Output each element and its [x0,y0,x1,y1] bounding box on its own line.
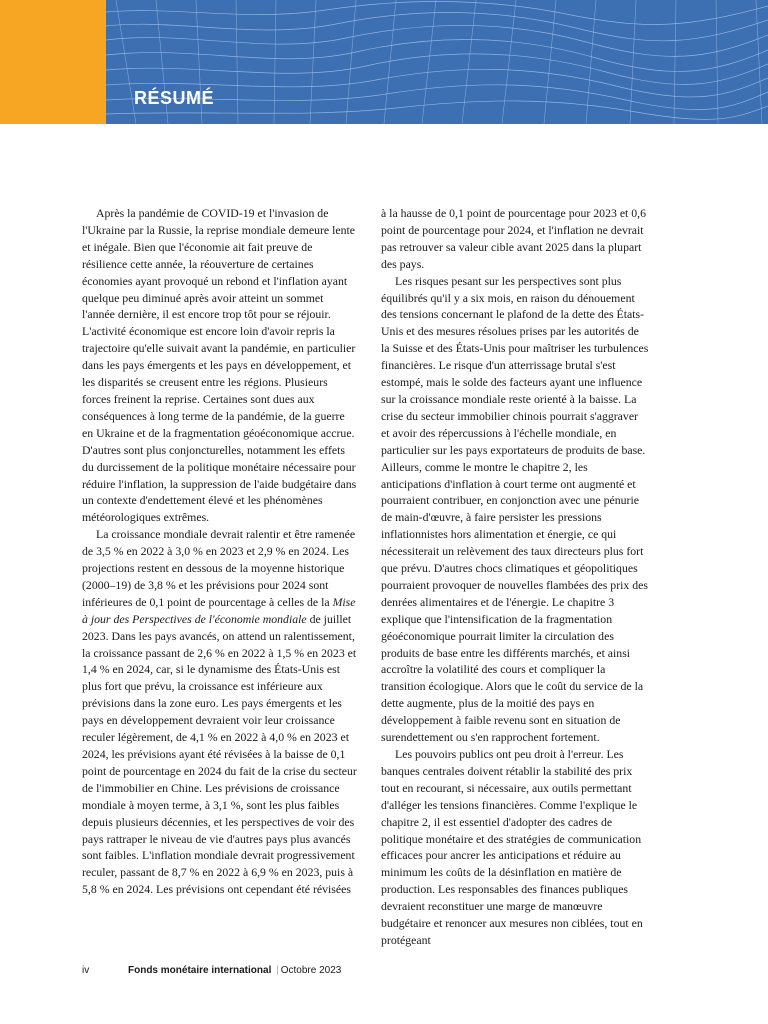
footer-organization: Fonds monétaire international [128,965,272,976]
footer-separator: | [276,965,279,976]
text-column-left [82,205,357,898]
section-title: RÉSUMÉ [134,88,215,108]
text-column-right [381,205,649,949]
orange-accent-block [0,0,106,124]
page-footer [82,965,341,976]
footer-date: Octobre 2023 [280,965,342,976]
publication-title: Mise à jour des Perspectives de l'économie mondiale [82,594,356,626]
paragraph-policy: Les pouvoirs publics ont peu droit à l'erreur. Les banques centrales doivent rétablir la stabilité des prix tout en recourant, si nécessaire, aux outils permettant d'alléger les tensions financières. Comme l'explique le chapitre 2, il est essentiel d'adopter des cadres de politique monétaire et des stratégies de communication efficaces pour ancrer les anticipations et réduire au minimum les coûts de la désinflation en matière de production. Les responsables des finances publiques devraient reconstituer une marge de manœuvre budgétaire et renoncer aux mesures non ciblées, tout en protégeant [381,747,643,947]
paragraph-growth-part-a: La croissance mondiale devrait ralentir et être ramenée de 3,5 % en 2022 à 3,0 % en 2023 et 2,9 % en 2024. Les projections restent en dessous de la moyenne historique (2000–19) de 3,8 % et les prévisions pour 2024 sont inférieures de 0,1 point de pourcentage à celles de la [82,527,356,609]
paragraph-intro: Après la pandémie de COVID-19 et l'invasion de l'Ukraine par la Russie, la reprise mondiale demeure lente et inégale. Bien que l'économie ait fait preuve de résilience cette année, la réouverture de certaines économies ayant provoqué un rebond et l'inflation ayant quelque peu diminué après avoir atteint un sommet l'année dernière, il est encore trop tôt pour se réjouir. L'activité économique est encore loin d'avoir repris la trajectoire qu'elle suivait avant la pandémie, en particulier dans les pays émergents et les pays en développement, et les disparités se creusent entre les régions. Plusieurs forces freinent la reprise. Certaines sont dues aux conséquences à long terme de la pandémie, de la guerre en Ukraine et de la fragmentation géoéconomique accrue. D'autres sont plus conjoncturelles, notamment les effets du durcissement de la politique monétaire nécessaire pour réduire l'inflation, la suppression de l'aide budgétaire dans un contexte d'endettement élevé et les phénomènes météorologiques extrêmes. [82,206,357,525]
paragraph-risks: Les risques pesant sur les perspectives sont plus équilibrés qu'il y a six mois, en raison du dénouement des tensions concernant le plafond de la dette des États-Unis et des mesures résolues prises par les autorités de la Suisse et des États-Unis pour maîtriser les turbulences financières. Le risque d'un atterrissage brutal s'est estompé, mais le solde des facteurs ayant une influence sur la croissance mondiale reste orienté à la baisse. La crise du secteur immobilier chinois pourrait s'aggraver et avoir des répercussions à l'échelle mondiale, en particulier sur les pays exportateurs de produits de base. Ailleurs, comme le montre le chapitre 2, les anticipations d'inflation à court terme ont augmenté et pourraient contribuer, en conjonction avec une pénurie de main-d'œuvre, à faire persister les pressions inflationnistes hors alimentation et énergie, ce qui nécessiterait un relèvement des taux directeurs plus fort que prévu. D'autres chocs climatiques et géopolitiques pourraient provoquer de nouvelles flambées des prix des denrées alimentaires et de l'énergie. Le chapitre 3 explique que l'intensification de la fragmentation géoéconomique pourrait limiter la circulation des produits de base entre les différents marchés, et ainsi accroître la volatilité des cours et compliquer la transition écologique. Alors que le coût du service de la dette augmente, plus de la moitié des pays en développement à faible revenu sont en situation de surendettement ou s'en rapprochent fortement. [381,273,649,745]
paragraph-growth-part-b: de juillet 2023. Dans les pays avancés, on attend un ralentissement, la croissance passant de 2,6 % en 2022 à 1,5 % en 2023 et 1,4 % en 2024, car, si le dynamisme des États-Unis est plus fort que prévu, la croissance est inférieure aux prévisions dans la zone euro. Les pays émergents et les pays en développement devraient voir leur croissance reculer légèrement, de 4,1 % en 2022 à 4,0 % en 2023 et 2024, les prévisions ayant été révisées à la baisse de 0,1 point de pourcentage en 2024 du fait de la crise du secteur de l'immobilier en Chine. Les prévisions de croissance mondiale à moyen terme, à 3,1 %, sont les plus faibles depuis plusieurs décennies, et les perspectives de voir des pays rattraper le niveau de vie d'autres pays plus avancés sont faibles. L'inflation mondiale devrait progressivement reculer, passant de 8,7 % en 2022 à 6,9 % en 2023, puis à 5,8 % en 2024. Les prévisions ont cependant été révisées [82,611,357,897]
page-number: iv [82,965,90,976]
paragraph-growth-continued: à la hausse de 0,1 point de pourcentage pour 2023 et 0,6 point de pourcentage pour 2024, et l'inflation ne devrait pas retrouver sa valeur cible avant 2025 dans la plupart des pays. [381,206,647,271]
paragraph-growth [82,526,357,898]
